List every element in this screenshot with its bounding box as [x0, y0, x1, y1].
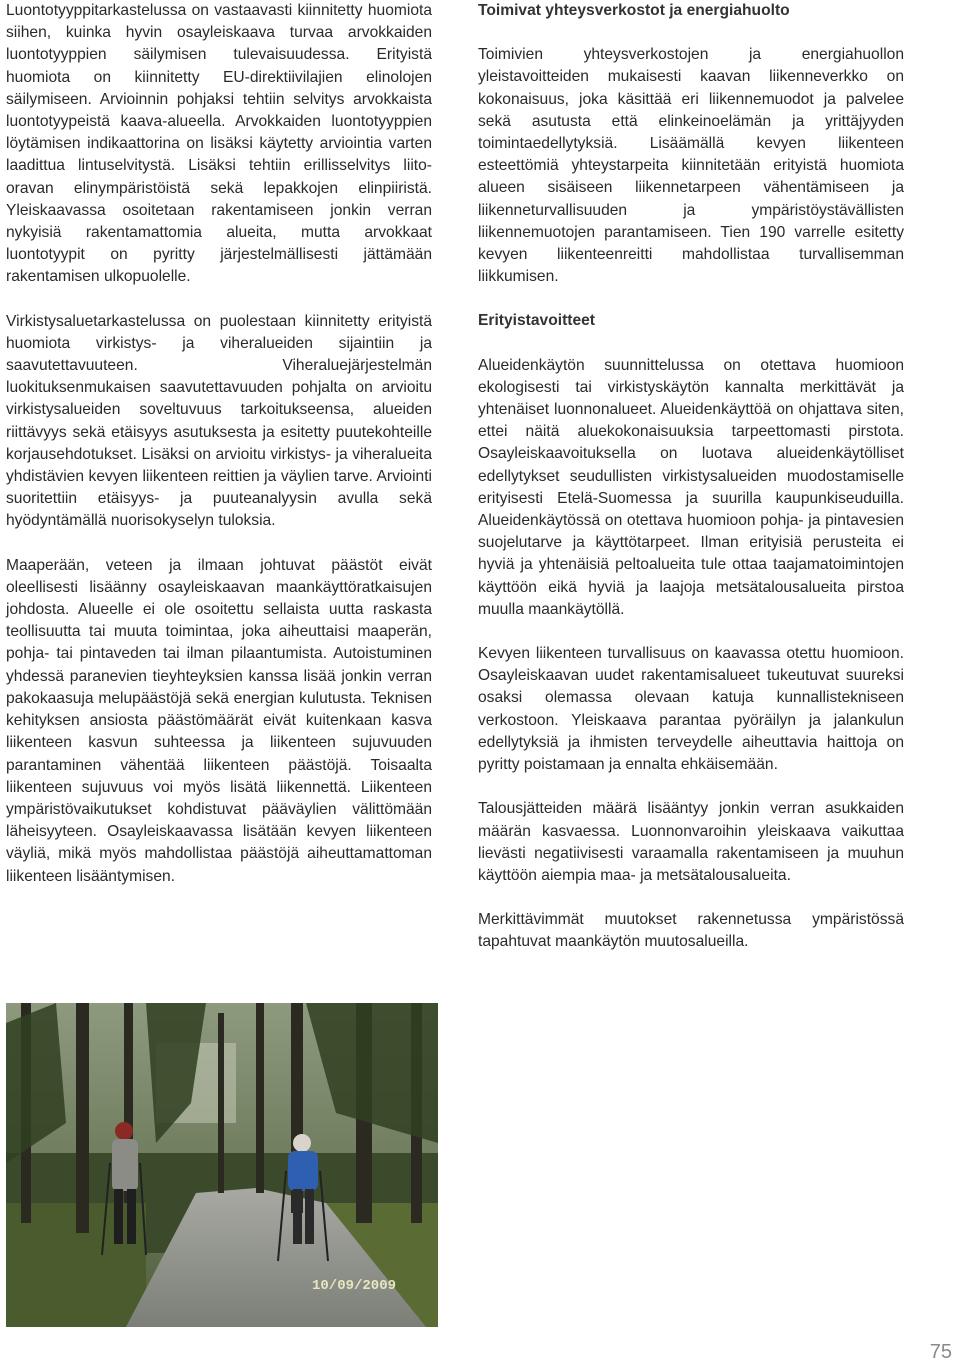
right-column	[478, 0, 904, 976]
paragraph-luontotyyppi: Luontotyyppitarkastelussa on vastaavasti kiinnitetty huomiota siihen, kuinka hyvin osayleiskaava turvaa arvokkaiden luontotyyppien säilymisen tulevaisuudessa. Erityistä huomiota on kiinnitetty EU-direktiivilajien elinolojen säilymiseen. Arvioinnin pohjaksi tehtiin selvitys arvokkaista luontotyypeistä kaava-alueella. Arvokkaiden luontotyyppien löytämisen indikaattorina on lisäksi käytetty arviointia varten laadittua lintuselvitystä. Lisäksi tehtiin erillisselvitys liito-oravan elinympäristöistä sekä lepakkojen elinpiiristä. Yleiskaavassa osoitetaan rakentamiseen jonkin verran nykyisiä rakentamattomia alueita, mutta arvokkaat luontotyypit on pyritty järjestelmällisesti jättämään rakentamisen ulkopuolelle.	[6, 2, 432, 286]
heading-yhteysverkostot: Toimivat yhteysverkostot ja energiahuolto	[478, 2, 790, 19]
paragraph-muutokset: Merkittävimmät muutokset rakennetussa ympäristössä tapahtuvat maankäytön muutosalueilla.	[478, 911, 904, 951]
paragraph-yhteysverkostot: Toimivien yhteysverkostojen ja energiahuollon yleistavoitteiden mukaisesti kaavan liikenneverkko on kokonaisuus, joka käsittää eri liikennemuodot ja palvelee sekä asutusta että elinkeinoelämän ja yrittäjyyden toimintaedellytyksiä. Lisäämällä kevyen liikenteen esteettömiä yhteystarpeita kiinnitetään erityistä huomiota alueen sisäiseen liikennetarpeen vähentämiseen ja liikenneturvallisuuden ja ympäristöystävällisten liikennemuotojen parantamiseen. Tien 190 varrelle esitetty kevyen liikenteenreitti mahdollistaa turvallisemman liikkumisen.	[478, 46, 904, 286]
paragraph-virkistysalue: Virkistysaluetarkastelussa on puolestaan kiinnitetty erityistä huomiota virkistys- ja viheralueiden sijaintiin ja saavutettavuuteen. Viheraluejärjestelmän luokituksenmukaisen saavutettavuuden pohjalta on arvioitu virkistysalueiden soveltuvuus tarkoitukseensa, alueiden riittävyys sekä etäisyys asutuksesta ja esitetty puutekohteille korjausehdotukset. Lisäksi on arvioitu virkistys- ja viheralueita yhdistävien kevyen liikenteen reittien ja väylien tarve. Arviointi suoritettiin etäisyys- ja puuteanalyysin avulla sekä hyödyntämällä nuorisokyselyn tuloksia.	[6, 312, 432, 530]
page-number: 75	[929, 1341, 952, 1363]
photo-date-stamp: 10/09/2009	[312, 1278, 397, 1294]
forest-walk-photo	[6, 1003, 438, 1327]
paragraph-paastot: Maaperään, veteen ja ilmaan johtuvat päästöt eivät oleellisesti lisäänny osayleiskaavan maankäyttöratkaisujen johdosta. Alueelle ei ole osoitettu sellaista uutta raskasta teollisuutta tai muuta toimintaa, joka aiheuttaisi maaperän, pohja- tai pintaveden tai ilman pilaantumista. Autoistuminen yhdessä paranevien tieyhteyksien kanssa lisää jonkin verran pakokaasuja melupäästöjä sekä energian kulutusta. Teknisen kehityksen ansiosta päästömäärät eivät kuitenkaan kasva liikenteen kasvun suhteessa ja liikenteen sujuvuuden parantaminen vähentää liikenteen päästöjä. Toisaalta liikenteen sujuvuus voi myös lisätä liikennettä. Liikenteen ympäristövaikutukset kohdistuvat pääväylien välittömään läheisyyteen. Osayleiskaavassa lisätään kevyen liikenteen väyliä, mikä myös mahdollistaa päästöjä aiheuttamattoman liikenteen lisääntymisen.	[6, 556, 432, 885]
paragraph-kevyt-liikenne: Kevyen liikenteen turvallisuus on kaavassa otettu huomioon. Osayleiskaavan uudet rakentamisalueet tukeutuvat suureksi osaksi olemassa olevaan katuja kunnallistekniseen verkostoon. Yleiskaava parantaa pyöräilyn ja jalankulun edellytyksiä ja ihmisten terveydelle aiheuttavia haittoja on pyritty poistamaan ja ennalta ehkäisemään.	[478, 645, 904, 774]
paragraph-alueidenkaytto: Alueidenkäytön suunnittelussa on otettava huomioon ekologisesti tai virkistyskäytön kannalta merkittävät ja yhtenäiset luonnonalueet. Alueidenkäyttöä on ohjattava siten, ettei näitä aluekokonaisuuksia tarpeettomasti pirstota. Osayleiskaavoituksella on luotava alueidenkäytölliset edellytykset seudullisten virkistysalueiden muodostamiselle erityisesti Etelä-Suomessa ja suurilla kaupunkiseuduilla. Alueidenkäytössä on otettava huomioon pohja- ja pintavesien suojelutarve ja käyttötarpeet. Ilman erityisiä perusteita ei hyviä ja yhtenäisiä peltoalueita tule ottaa taajamatoimintojen käyttöön eikä hyviä ja laajoja metsätalousalueita pirstoa muulla maankäytöllä.	[478, 356, 904, 618]
forest-walk-illustration	[6, 1003, 438, 1327]
paragraph-talousjatteet: Talousjätteiden määrä lisääntyy jonkin verran asukkaiden määrän kasvaessa. Luonnonvaroihin yleiskaava vaikuttaa lievästi negatiivisesti varaamalla rakentamiseen ja muuhun käyttöön aiempia maa- ja metsätalousalueita.	[478, 800, 904, 884]
left-column	[6, 0, 432, 910]
heading-erityistavoitteet: Erityistavoitteet	[478, 312, 595, 330]
